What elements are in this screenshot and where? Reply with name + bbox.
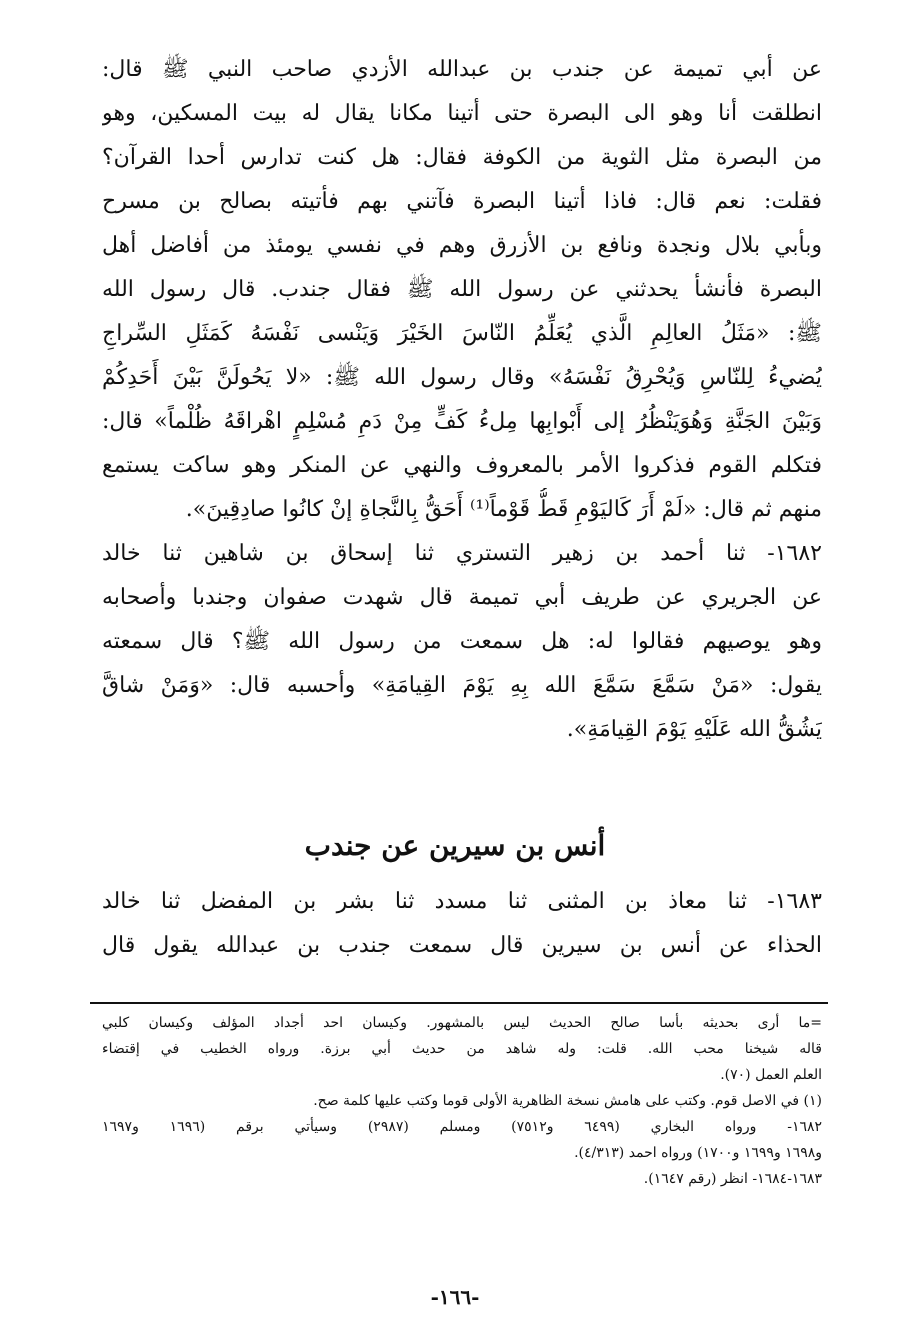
text-line: من البصرة مثل الثوية من الكوفة فقال: هل كنت تدارس أحدا القرآن؟ (102, 145, 822, 170)
footnote-line: و١٦٩٨ و١٦٩٩ و١٧٠٠) ورواه احمد (٤/٣١٣). (574, 1145, 822, 1161)
text-line: ١٦٨٣- ثنا معاذ بن المثنى ثنا مسدد ثنا بشر بن المفضل ثنا خالد (102, 889, 822, 914)
text-line: ﷺ: «مَثَلُ العالِمِ الَّذي يُعَلِّمُ النّاسَ الخَيْرَ وَيَنْسى نَفْسَهُ كَمَثَلِ السِّراجِ (102, 321, 822, 346)
text-line: البصرة فأنشأ يحدثني عن رسول الله ﷺ فقال جندب. قال رسول الله (102, 277, 822, 302)
text-line: وبأبي بلال ونجدة ونافع بن الأزرق وهم في نفسي يومئذ من أفاضل أهل (102, 233, 822, 258)
main-text-block (102, 48, 822, 752)
text-line: وَبَيْنَ الجَنَّةِ وَهُوَيَنْظُرُ إلى أَبْوابِها مِلءُ كَفٍّ مِنْ دَمِ مُسْلِمٍ اهْراقَهُ ظُلْماً» قال: (102, 409, 822, 434)
section-heading: أنس بن سيرين عن جندب (304, 829, 606, 862)
text-line: فقلت: نعم قال: فاذا أتينا البصرة فآتني بهم فأتيته بصالح بن مسرح (102, 189, 822, 214)
footnote-line: (١) في الاصل قوم. وكتب على هامش نسخة الظاهرية الأولى قوما وكتب عليها كلمة صح. (313, 1093, 822, 1109)
text-line: وهو يوصيهم فقالوا له: هل سمعت من رسول الله ﷺ؟ قال سمعته (102, 629, 822, 654)
footnotes-block (102, 1010, 822, 1192)
footnote-line: ١٦٨٣-١٦٨٤- انظر (رقم ١٦٤٧). (643, 1171, 822, 1187)
footnote-separator (90, 1002, 828, 1004)
page-number: -١٦٦- (430, 1285, 480, 1309)
text-line: فتكلم القوم فذكروا الأمر بالمعروف والنهي عن المنكر وهو ساكت يستمع (102, 453, 822, 478)
text-line: يُضيءُ لِلنّاسِ وَيُحْرِقُ نَفْسَهُ» وقال رسول الله ﷺ: «لا يَحُولَنَّ بَيْنَ أَحَدِكُمْ (102, 365, 822, 390)
footnote-line: =ما أرى بحديثه بأسا صالح الحديث ليس بالمشهور. وكيسان احد أجداد المؤلف وكيسان كلبي (102, 1015, 822, 1031)
footnote-line: قاله شيخنا محب الله. قلت: وله شاهد من حديث أبي برزة. ورواه الخطيب في إقتضاء (102, 1041, 822, 1057)
footnote-line: العلم العمل (٧٠). (720, 1067, 822, 1083)
text-line: الحذاء عن أنس بن سيرين قال سمعت جندب بن عبدالله يقول قال (102, 933, 822, 958)
text-line: عن أبي تميمة عن جندب بن عبدالله الأزدي صاحب النبي ﷺ قال: (102, 57, 822, 82)
text-line: انطلقت أنا وهو الى البصرة حتى أتينا مكانا يقال له بيت المسكين، وهو (102, 101, 822, 126)
footnote-line: ١٦٨٢- ورواه البخاري (٦٤٩٩ و٧٥١٢) ومسلم (٢٩٨٧) وسيأتي برقم (١٦٩٦ و١٦٩٧ (102, 1119, 822, 1135)
text-line: يَشُقُّ الله عَلَيْهِ يَوْمَ القِيامَةِ». (566, 717, 822, 742)
text-line: منهم ثم قال: «لَمْ أَرَ كَاليَوْمِ قَطُّ قَوْماً⁽¹⁾ أَحَقُّ بِالنَّجاةِ إنْ كانُوا صادِقِينَ». (185, 497, 822, 522)
text-line: يقول: «مَنْ سَمَّعَ سَمَّعَ الله بِهِ يَوْمَ القِيامَةِ» وأحسبه قال: «وَمَنْ شاقَّ (102, 673, 822, 698)
second-text-block (102, 880, 822, 968)
text-line: عن الجريري عن طريف أبي تميمة قال شهدت صفوان وجندبا وأصحابه (102, 585, 822, 610)
text-line: ١٦٨٢- ثنا أحمد بن زهير التستري ثنا إسحاق بن شاهين ثنا خالد (102, 541, 822, 566)
